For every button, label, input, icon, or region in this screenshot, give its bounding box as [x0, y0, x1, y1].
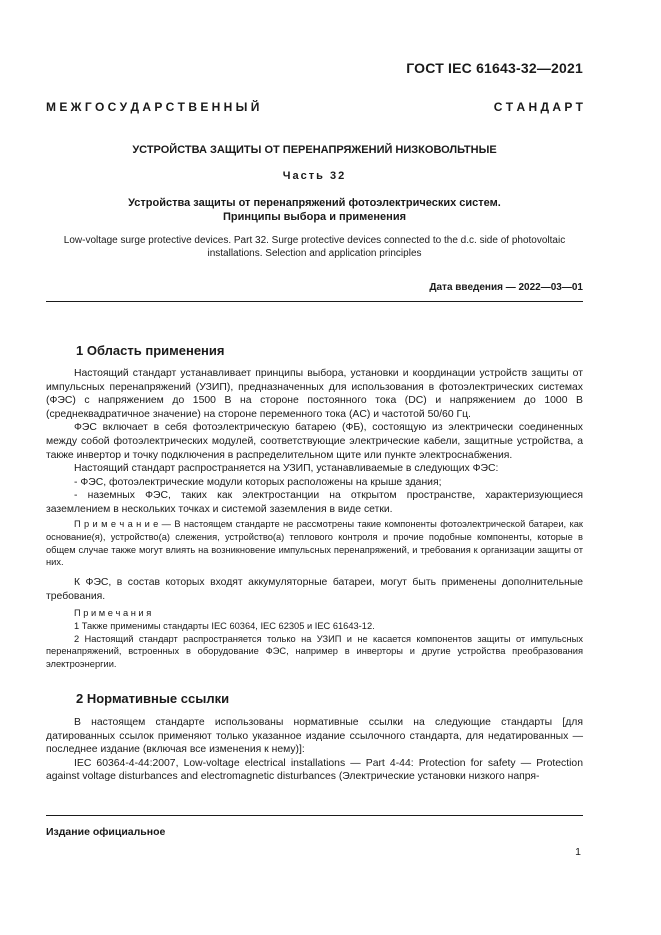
standard-type-banner [46, 100, 583, 114]
section-1-notes [46, 607, 583, 671]
note-item: 2 Настоящий стандарт распространяется только на УЗИП и не касается компонентов защиты от импульсных перенапряжений, встроенных в оборудование ФЭС, например в инверторы и другие устройства преобразования электроэнергии. [46, 633, 583, 670]
subtitle-line-2: Принципы выбора и применения [223, 211, 406, 223]
list-item: - ФЭС, фотоэлектрические модули которых расположены на крыше здания; [74, 476, 442, 488]
banner-left: М Е Ж Г О С У Д А Р С Т В Е Н Н Ы Й [46, 100, 260, 114]
paragraph: Настоящий стандарт устанавливает принципы выбора, установки и координации устройств защиты от импульсных перенапряжений (УЗИП), предназначенных для использования в фотоэлектрических системах (ФЭС) с напряжением до 1500 В на стороне постоянного тока (DC) и напряжением до 1000 В (среднеквадратичное значение) на стороне переменного тока (AC) и частотой 50/60 Гц. [46, 368, 583, 420]
english-title-line-2: installations. Selection and application principles [207, 248, 422, 259]
note-text: — В настоящем стандарте не рассмотрены такие компоненты фотоэлектрической батареи, как основание(я), устройство(а) слежения, устройство(а) теплового контроля и прочие подобные компоненты, которые в общем случае также могут влиять на возникновение импульсных перенапряжений, и требования к организации защиты от них. [46, 519, 583, 568]
page-number: 1 [575, 846, 581, 858]
section-1-body-continued [46, 576, 583, 603]
english-title-line-1: Low-voltage surge protective devices. Part 32. Surge protective devices connected to the d.c. side of photovoltaic [63, 235, 566, 246]
part-number: Часть 32 [282, 170, 347, 182]
paragraph: В настоящем стандарте использованы нормативные ссылки на следующие стандарты [для датированных ссылок применяют только указанное издание ссылочного стандарта, для недатированных — последнее издание (включая все изменения к нему)]: [46, 717, 583, 756]
english-title [46, 234, 583, 260]
banner-right: С Т А Н Д А Р Т [493, 100, 583, 114]
list-item: - наземных ФЭС, таких как электростанции на открытом пространстве, характеризующиеся заземлением в нескольких точках и системой заземления в виде сетки. [46, 490, 583, 515]
paragraph: ФЭС включает в себя фотоэлектрическую батарею (ФБ), состоящую из электрически соединенных между собой фотоэлектрических модулей, соответствующие электрические кабели, защитные устройства, а также инвертор и точку подключения в распределительном щите или пункте электроснабжения. [46, 422, 583, 461]
paragraph: IEC 60364-4-44:2007, Low-voltage electrical installations — Part 4-44: Protection for safety — Protection against voltage disturbances and electromagnetic disturbances (Электрические установки низкого напря- [46, 757, 583, 783]
document-title: УСТРОЙСТВА ЗАЩИТЫ ОТ ПЕРЕНАПРЯЖЕНИЙ НИЗКОВОЛЬТНЫЕ [132, 144, 497, 156]
edition-label: Издание официальное [46, 826, 166, 838]
paragraph: К ФЭС, в состав которых входят аккумуляторные батареи, могут быть применены дополнительные требования. [46, 577, 583, 602]
section-1-heading: 1 Область применения [76, 343, 225, 358]
note-label: П р и м е ч а н и е [74, 519, 159, 529]
section-1-note [46, 518, 583, 569]
section-2-heading: 2 Нормативные ссылки [76, 691, 230, 706]
header-divider [46, 301, 583, 302]
note-item: 1 Также применимы стандарты IEC 60364, IEC 62305 и IEC 61643-12. [74, 620, 375, 631]
document-subtitle [46, 196, 583, 224]
section-1-body [46, 367, 583, 517]
standard-id: ГОСТ IEC 61643-32—2021 [406, 60, 583, 76]
subtitle-line-1: Устройства защиты от перенапряжений фотоэлектрических систем. [128, 197, 501, 209]
introduction-date: Дата введения — 2022—03—01 [429, 282, 583, 293]
section-2-body [46, 716, 583, 784]
paragraph: Настоящий стандарт распространяется на УЗИП, устанавливаемые в следующих ФЭС: [74, 463, 499, 475]
notes-label: П р и м е ч а н и я [74, 608, 152, 618]
footer-divider [46, 815, 583, 816]
